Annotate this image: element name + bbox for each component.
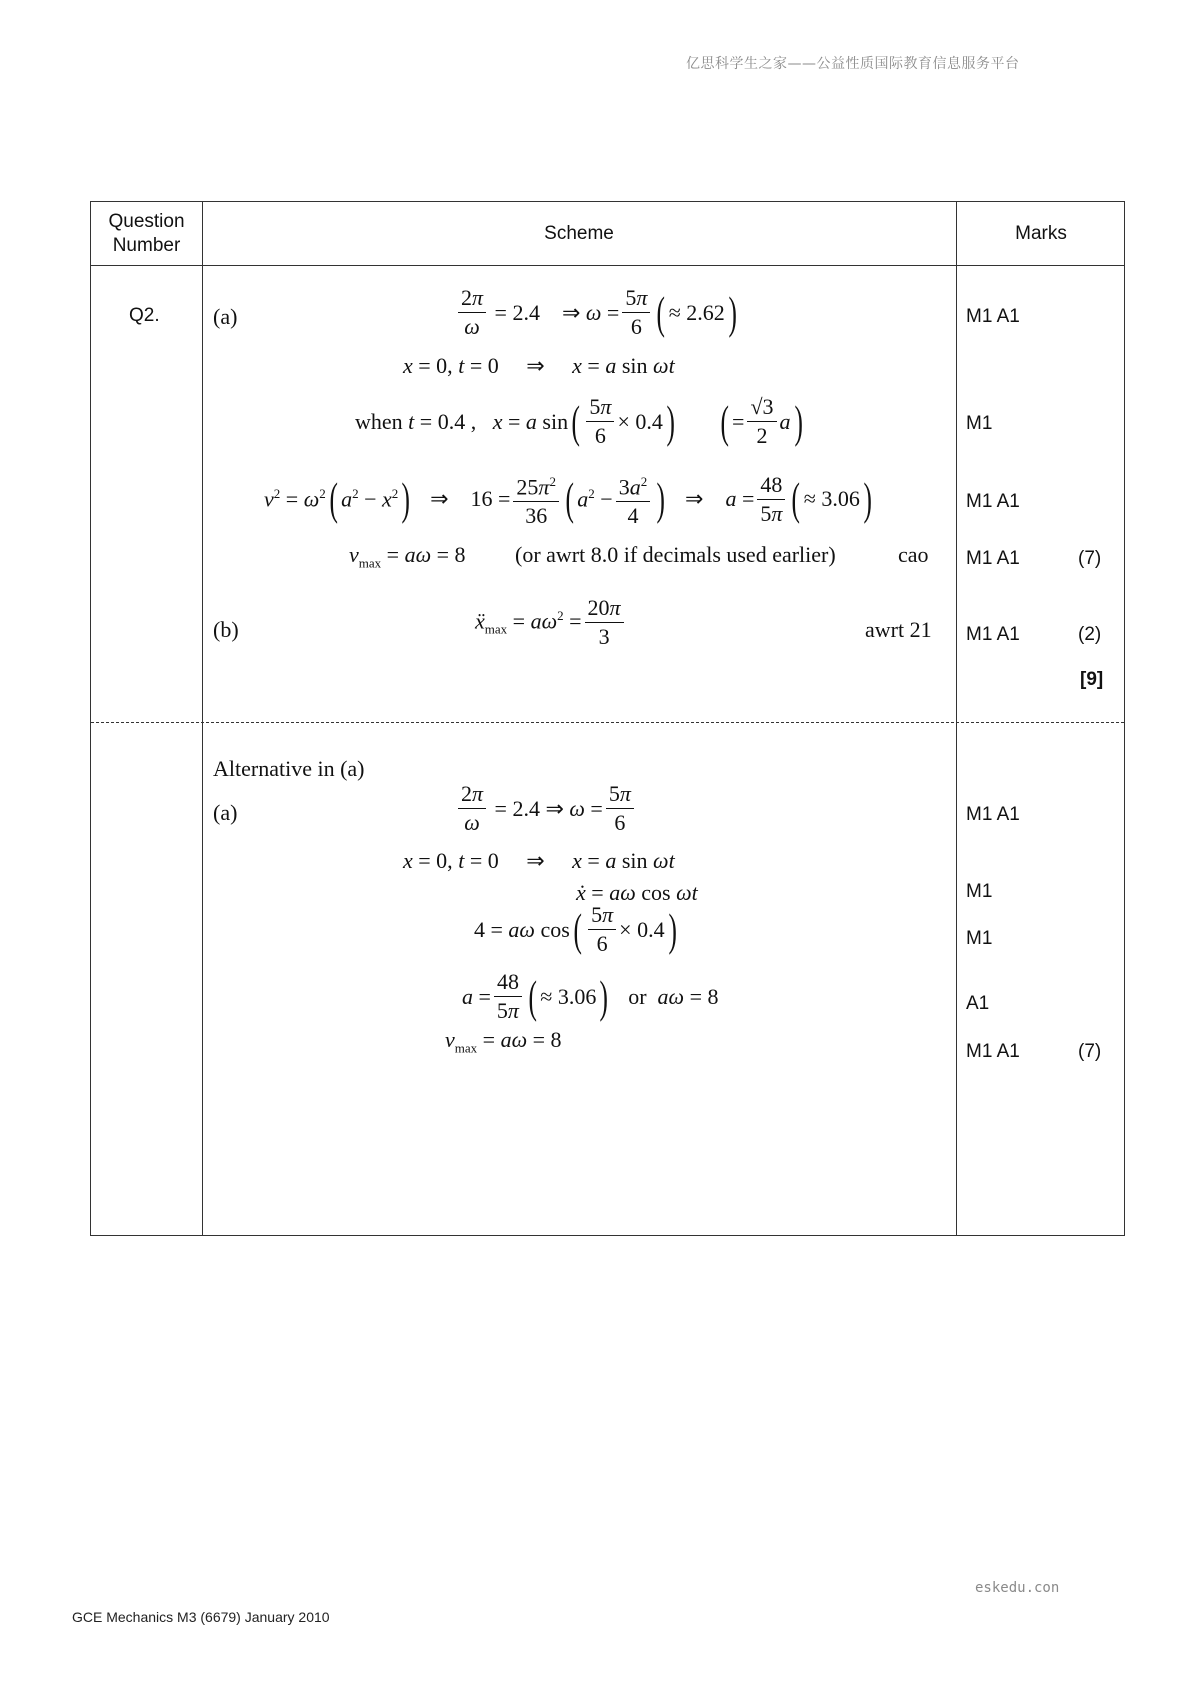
mark-a4: M1 A1 xyxy=(966,548,1020,569)
omega-equation: $\frac{2\pi}{\omega}$ = 2.4 ⇒ ω = $\frac{5\pi}{6}$ ( ≈ 2.62 ) xyxy=(455,285,740,340)
mark-alt-total: (7) xyxy=(1078,1041,1102,1062)
acceleration-max-equation: ẍ$_{max}$ = $a\omega^2$ = $\frac{20\pi}{3}$ xyxy=(475,595,627,650)
column-header-marks xyxy=(956,202,1126,265)
or-text: or xyxy=(628,983,647,1009)
question-number: Q2. xyxy=(129,305,160,326)
alternative-divider xyxy=(91,722,1124,723)
mark-alt5: M1 A1 xyxy=(966,1041,1020,1062)
part-b-label: (b) xyxy=(213,617,239,642)
column-header-scheme-label: Scheme xyxy=(544,222,614,244)
column-divider xyxy=(202,202,203,1235)
alt-part-a-label: (a) xyxy=(213,800,238,825)
position-at-t-equation: when t = 0.4 , x = a sin ( $\frac{5\pi}{6}$ × 0.4 ) ( = $\frac{√3}{2}$ a ) xyxy=(355,394,803,448)
footer-document-title: GCE Mechanics M3 (6679) January 2010 xyxy=(72,1609,330,1625)
part-a-label: (a) xyxy=(213,304,238,329)
alt-velocity-equation: ẋ = aω cos ωt xyxy=(576,880,698,905)
when-text: when xyxy=(355,408,403,434)
initial-condition-equation: x = 0, t = 0 ⇒ x = a sin ωt xyxy=(403,353,675,378)
column-header-marks-label: Marks xyxy=(1015,222,1067,244)
vmax-equation: $v_{max} = a\omega = 8$ xyxy=(349,542,466,571)
alt-omega-equation: $\frac{2\pi}{\omega}$ = 2.4 ⇒ ω = $\frac{5\pi}{6}$ xyxy=(455,781,637,836)
mark-b-total: (2) xyxy=(1078,624,1102,645)
column-divider xyxy=(956,202,957,1235)
mark-a3: M1 A1 xyxy=(966,491,1020,512)
mark-a1: M1 A1 xyxy=(966,306,1020,327)
alt-initial-condition-equation: x = 0, t = 0 ⇒ x = a sin ωt xyxy=(403,848,675,873)
mark-a2: M1 xyxy=(966,413,993,434)
column-header-question xyxy=(91,202,202,265)
mark-alt4: A1 xyxy=(966,993,990,1014)
awrt21-note: awrt 21 xyxy=(865,617,932,642)
column-header-scheme xyxy=(202,202,956,265)
awrt-note: (or awrt 8.0 if decimals used earlier) xyxy=(515,542,836,567)
alt-amplitude-equation: a = $\frac{48}{5\pi}$ ( ≈ 3.06 ) or aω = 8 xyxy=(462,969,719,1023)
mark-b1: M1 A1 xyxy=(966,624,1020,645)
alt-speed-equation: 4 = aω cos ( $\frac{5\pi}{6}$ × 0.4 ) xyxy=(474,902,677,956)
mark-alt1: M1 A1 xyxy=(966,804,1020,825)
header-watermark: 亿思科学生之家——公益性质国际教育信息服务平台 xyxy=(686,56,1020,72)
column-header-question-label: Question Number xyxy=(108,210,185,256)
footer-website: eskedu.con xyxy=(975,1580,1060,1596)
velocity-amplitude-equation: $v^2 = \omega^2$ ( $a^2 - x^2$ ) ⇒ 16 = $\frac{25\pi^2}{36}$ ( $a^2$ − $\frac{3a^2}{4}$ ) ⇒ a = $\frac{48}{5\pi}$ ( ≈ 3.06 ) xyxy=(264,469,875,529)
header-divider xyxy=(91,265,1124,266)
mark-a-total: (7) xyxy=(1078,548,1102,569)
mark-scheme-table xyxy=(90,201,1125,1236)
question-total: [9] xyxy=(1080,669,1104,690)
alt-vmax-equation: $v_{max} = a\omega = 8$ xyxy=(445,1027,562,1056)
mark-alt3: M1 xyxy=(966,928,993,949)
alternative-title: Alternative in (a) xyxy=(213,756,365,781)
mark-alt2: M1 xyxy=(966,881,993,902)
cao-note: cao xyxy=(898,542,929,567)
